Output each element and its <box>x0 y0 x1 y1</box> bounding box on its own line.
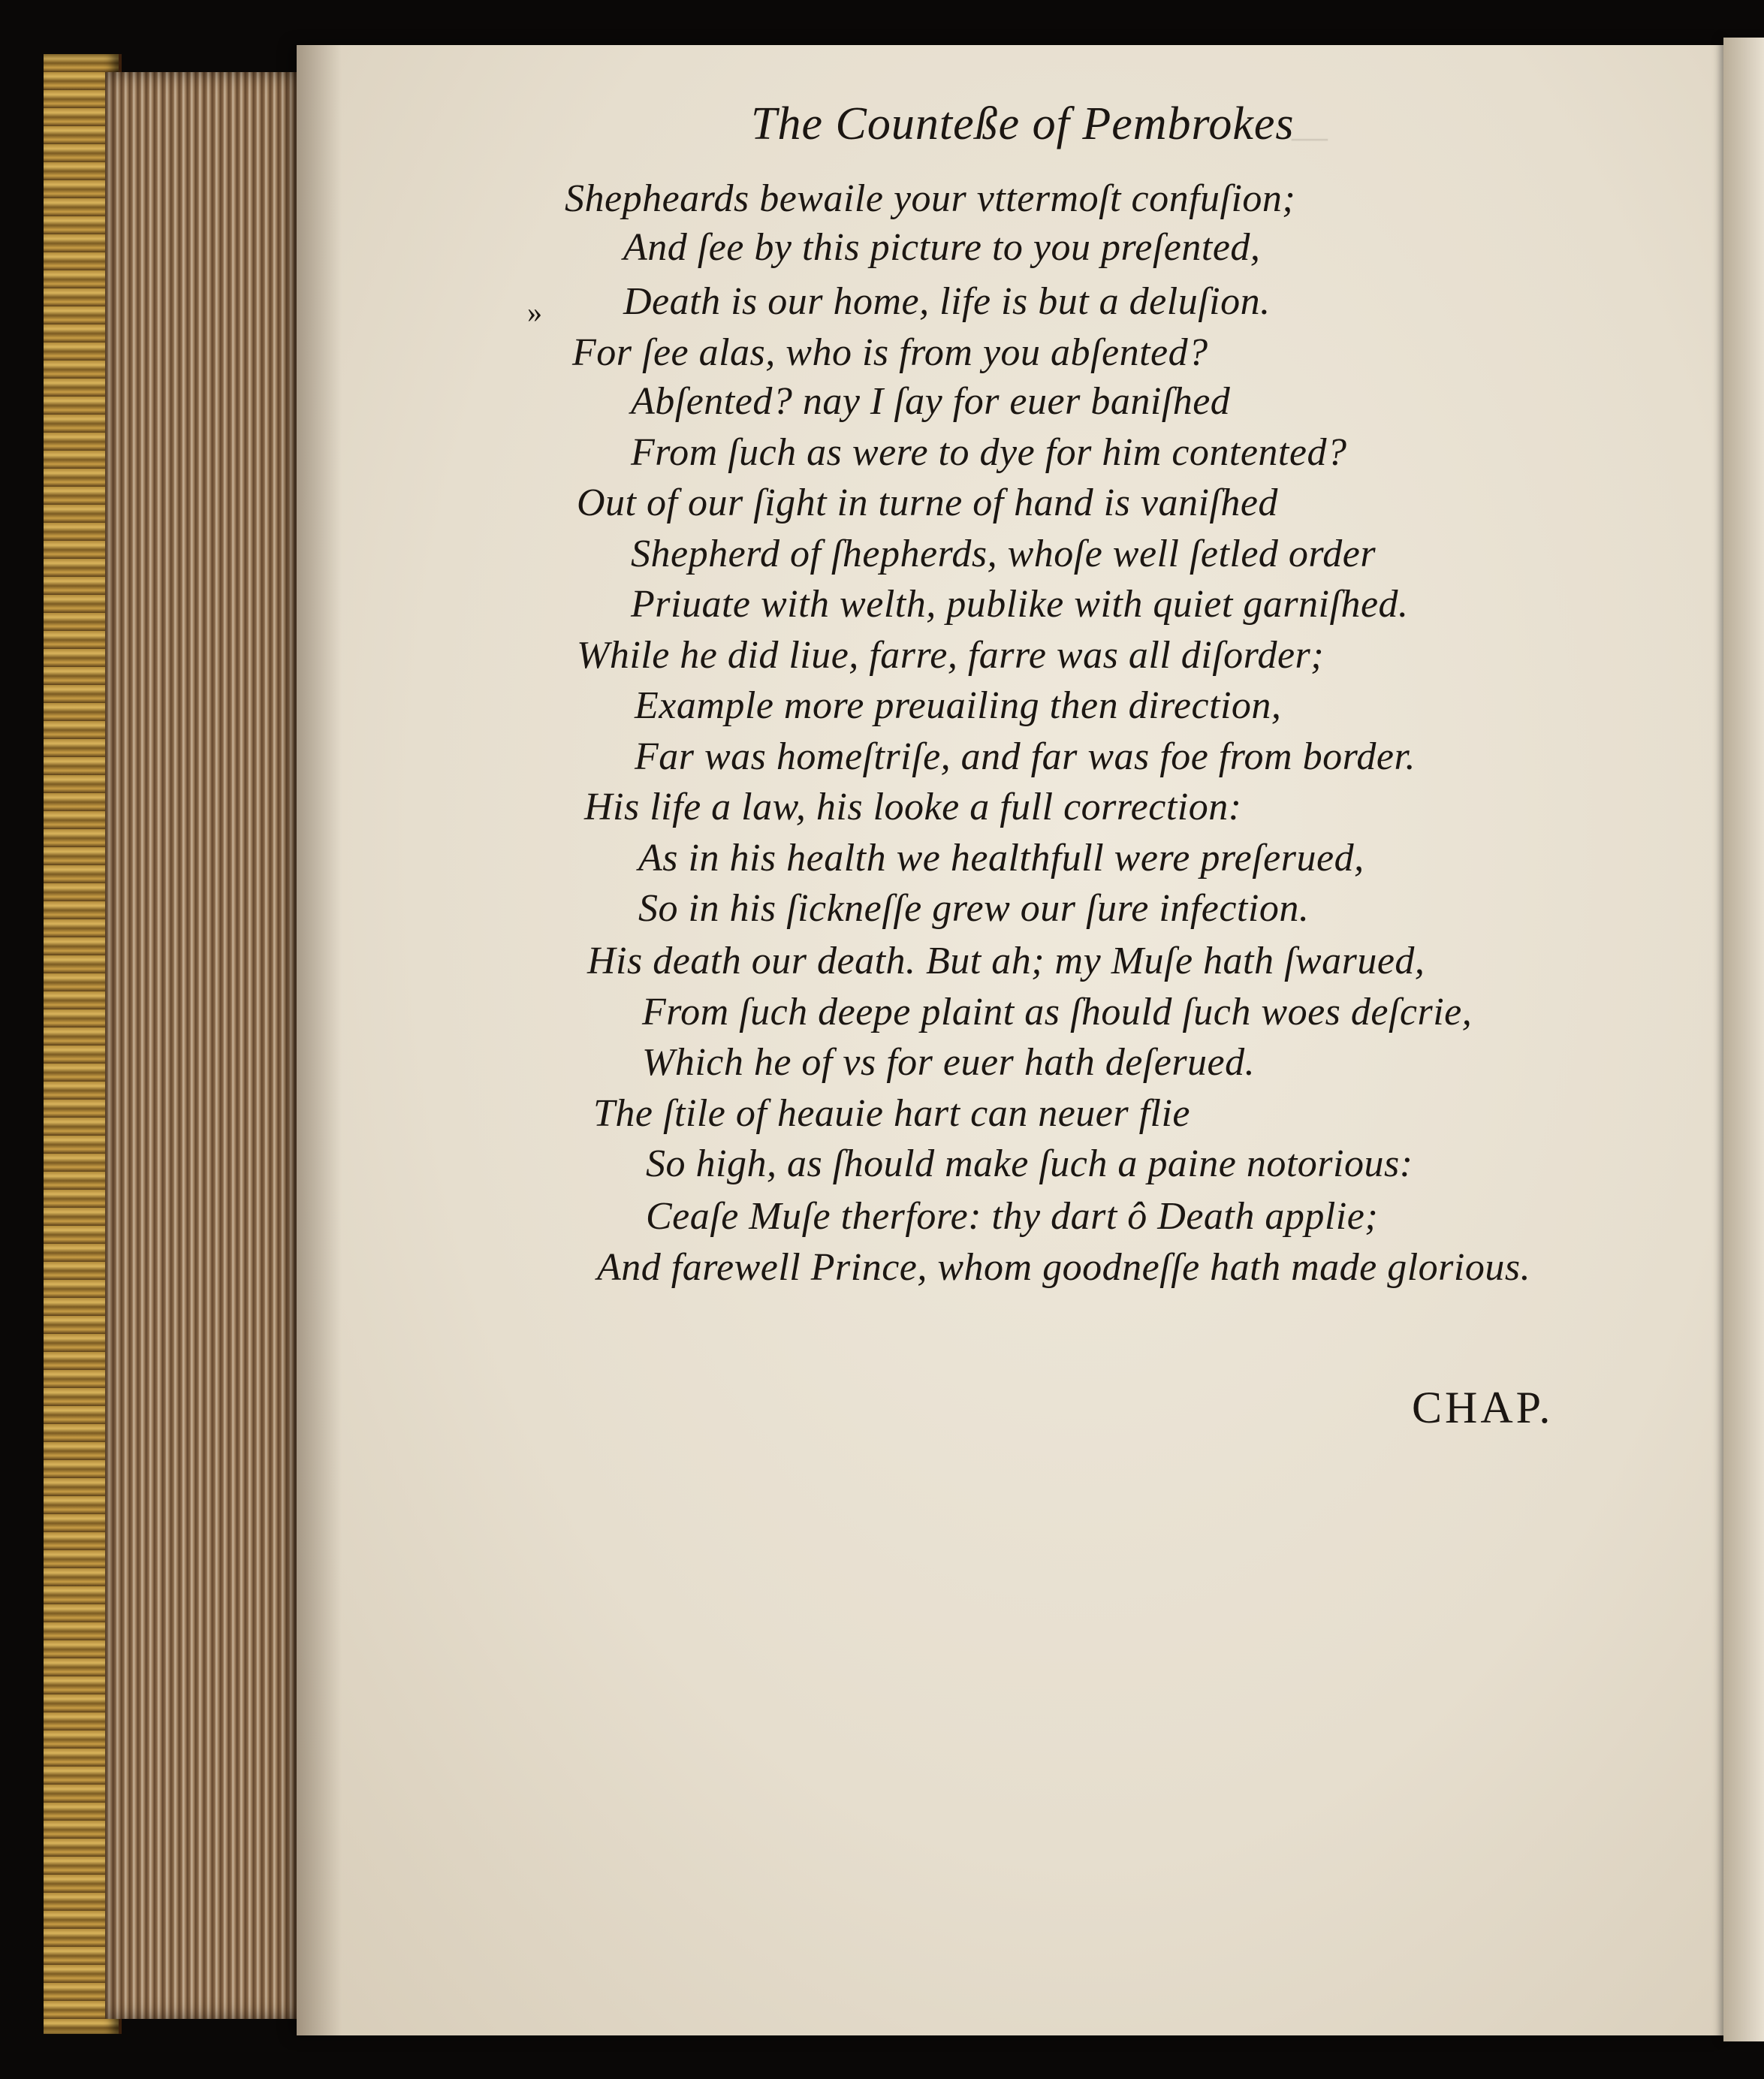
verse-line: Priuate with welth, publike with quiet garniſhed. <box>631 583 1409 626</box>
verse-line: His death our death. But ah; my Muſe hath ſwarued, <box>587 940 1425 982</box>
verse-line: For ſee alas, who is from you abſented? <box>572 331 1208 374</box>
show-through-text: — <box>1292 113 1328 158</box>
verse-line: From ſuch as were to dye for him contented? <box>631 431 1347 474</box>
verse-line: Abſented? nay I ſay for euer baniſhed <box>631 380 1231 423</box>
verse-line: The ſtile of heauie hart can neuer flie <box>593 1092 1191 1135</box>
verse-line: So high, as ſhould make ſuch a paine notorious: <box>646 1142 1413 1185</box>
page-gutter-shadow <box>297 45 342 2035</box>
verse-line: Shepherd of ſhepherds, whoſe well ſetled order <box>631 533 1377 575</box>
page-block-edge <box>105 72 300 2019</box>
verse-line: Out of our ſight in turne of hand is vaniſhed <box>577 481 1278 524</box>
verse-line: As in his health we healthfull were preſerued, <box>638 837 1364 880</box>
verse-line: So in his ſickneſſe grew our ſure infection. <box>638 887 1310 930</box>
verse-line: Ceaſe Muſe therfore: thy dart ô Death applie; <box>646 1195 1379 1238</box>
verse-line: While he did liue, farre, farre was all diſorder; <box>577 634 1325 677</box>
verse-line: And farewell Prince, whom goodneſſe hath made glorious. <box>597 1246 1531 1289</box>
verse-line: From ſuch deepe plaint as ſhould ſuch woes deſcrie, <box>642 991 1473 1033</box>
catchword: CHAP. <box>1412 1383 1554 1432</box>
verse-line: And ſee by this picture to you preſented, <box>623 226 1261 269</box>
quotation-mark: » <box>527 295 542 329</box>
verse-line: His life a law, his looke a full correction: <box>584 786 1242 828</box>
verse-line: Death is our home, life is but a deluſion. <box>623 280 1271 323</box>
running-head: The Counteße of Pembrokes <box>751 98 1295 149</box>
verse-line: Shepheards bewaile your vttermoſt confuſion; <box>565 177 1296 220</box>
verse-line: Far was homeſtriſe, and far was foe from border. <box>635 735 1416 778</box>
facing-page-edge <box>1723 38 1764 2041</box>
verse-line: Which he of vs for euer hath deſerued. <box>642 1041 1256 1084</box>
verse-line: Example more preuailing then direction, <box>635 684 1282 727</box>
